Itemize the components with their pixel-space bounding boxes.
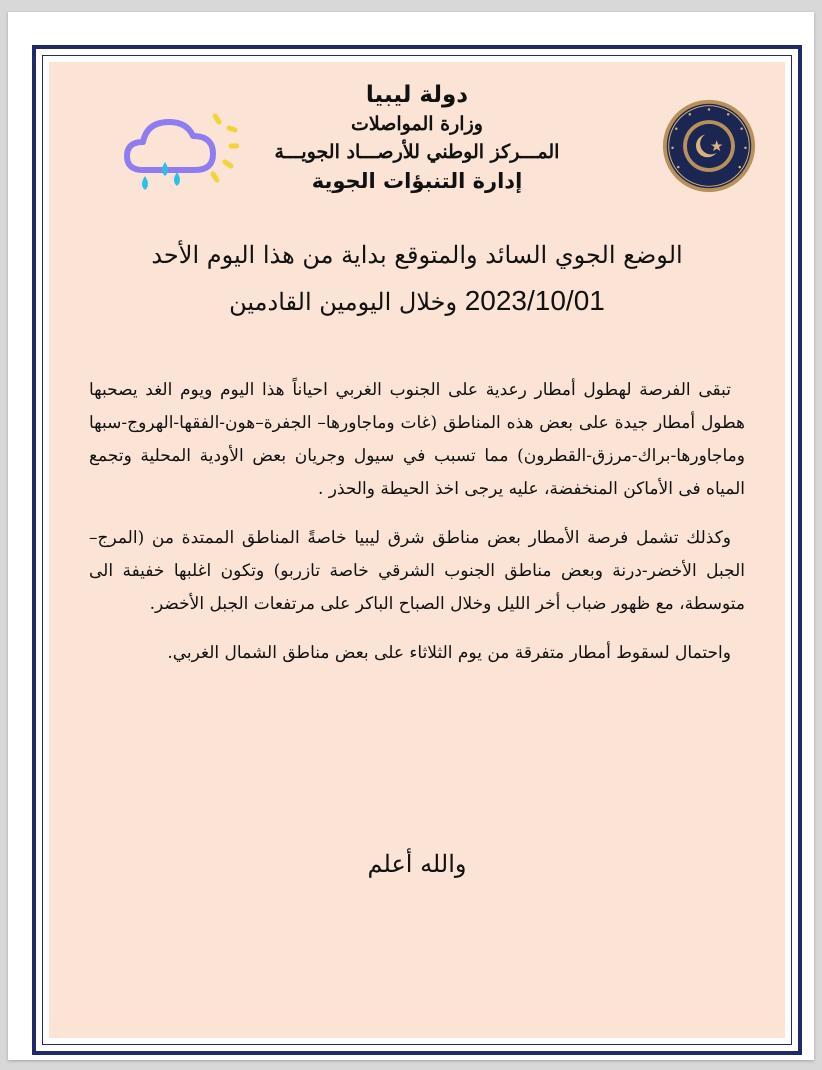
paragraph-1: تبقى الفرصة لهطول أمطار رعدية على الجنوب الغربي احياناً هذا اليوم ويوم الغد يصحبها هطول أمطار جيدة على بعض هذه المناطق (غات وماجاورها– الجفرة–هون-الفقها-الهروج-سبها وماجاورها-براك-مرزق-القطرون) مما تسبب في سيول وجريان بعض الأودية المحلية وتجمع المياه فى الأماكن المنخفضة، عليه يرجى اخذ الحيطة والحذر . [89, 380, 745, 499]
paragraph-2: وكذلك تشمل فرصة الأمطار بعض مناطق شرق ليبيا خاصةً المناطق الممتدة من (المرج–الجبل الأخضر-درنة وبعض مناطق الجنوب الشرقي خاصة تازربو) وتكون اغلبها خفيفة الى متوسطة، مع ظهور ضباب أخر الليل وخلال الصباح الباكر على مرتفعات الجبل الأخضر. [89, 528, 745, 614]
department-name: إدارة التنبؤات الجوية [311, 169, 523, 193]
page-frame-inner [42, 55, 792, 1045]
title-line-2-rest: وخلال اليومين القادمين [229, 288, 465, 316]
forecast-title [89, 232, 745, 325]
document-sheet [8, 12, 814, 1060]
title-line-1: الوضع الجوي السائد والمتوقع بداية من هذا اليوم الأحد [151, 241, 683, 269]
forecast-body [89, 374, 745, 686]
page-frame [32, 45, 802, 1055]
forecast-date: 2023/10/01 [464, 285, 605, 316]
page-body [49, 62, 785, 1038]
closing-phrase: والله أعلم [367, 850, 467, 878]
paragraph-3: واحتمال لسقوط أمطار متفرقة من يوم الثلاثاء على بعض مناطق الشمال الغربي. [167, 643, 731, 663]
state-name: دولة ليبيا [365, 82, 469, 108]
center-name: المـــركز الوطني للأرصـــاد الجويـــة [274, 141, 560, 163]
letterhead [49, 80, 785, 196]
ministry-name: وزارة المواصلات [351, 113, 483, 135]
title-line-2 [89, 278, 745, 325]
